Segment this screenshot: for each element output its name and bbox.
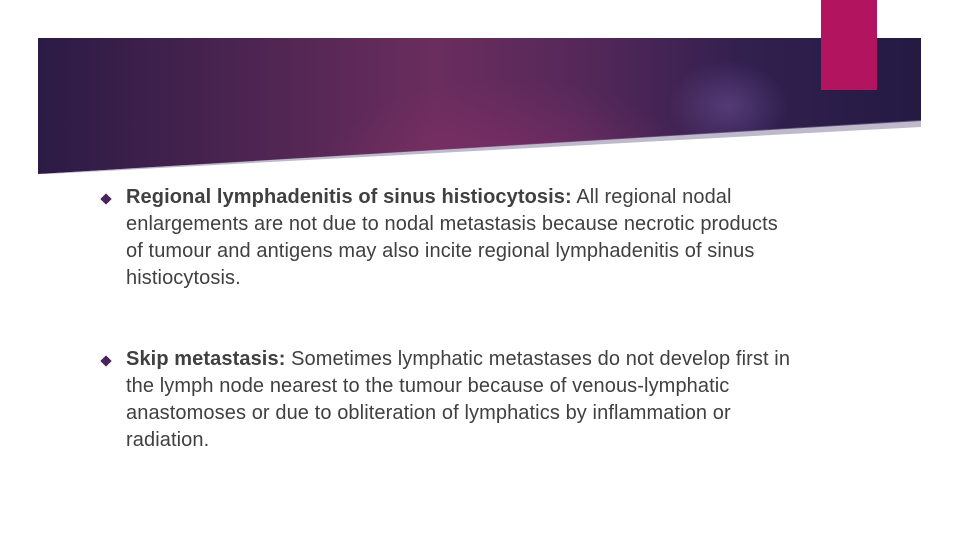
bullet-item-regional-lymphadenitis [100,184,800,292]
bullet-item-skip-metastasis [100,346,800,454]
bullet-term: Regional lymphadenitis of sinus histiocytosis: [126,186,572,208]
accent-block [821,0,877,90]
bullet-text: All regional nodal enlargements are not due to nodal metastasis because necrotic products of tumour and antigens may also incite regional lymphadenitis of sinus histiocytosis. [126,186,778,289]
bullet-term: Skip metastasis: [126,348,286,370]
diamond-bullet-icon [100,193,111,204]
bullet-text: Sometimes lymphatic metastases do not develop first in the lymph node nearest to the tumour because of venous-lymphatic anastomoses or due to obliteration of lymphatics by inflammation or radiation. [126,348,791,451]
header-banner [38,38,921,174]
bullet-list [100,184,800,454]
diamond-bullet-icon [100,355,111,366]
